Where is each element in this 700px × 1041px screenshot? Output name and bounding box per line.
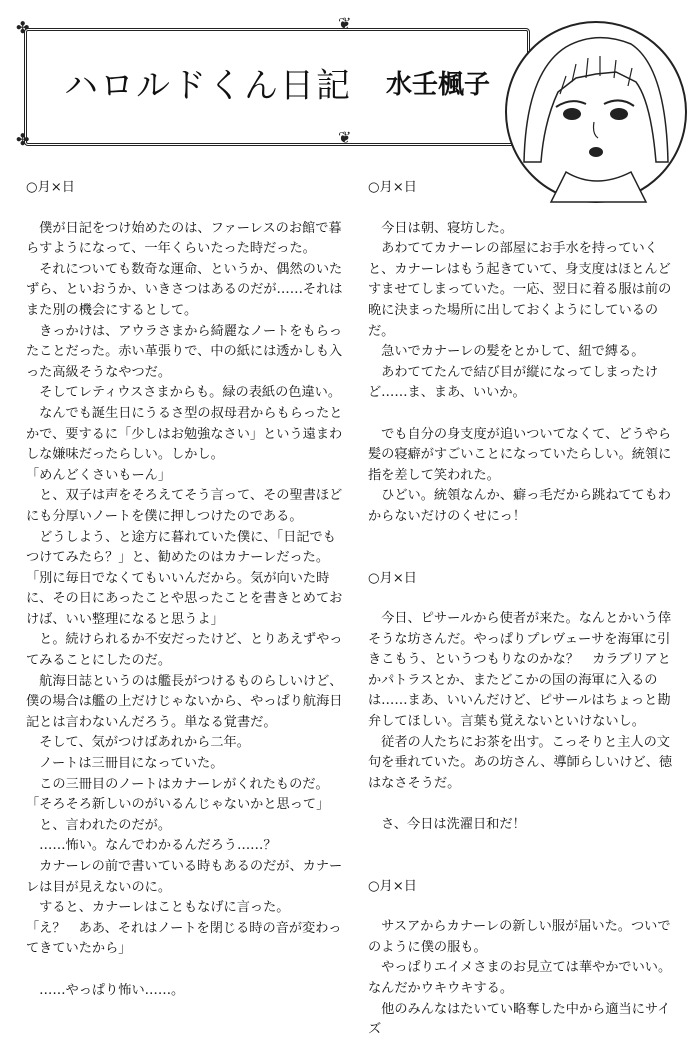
paragraph: 他のみんなはたいてい略奪した中から適当にサイズ (368, 1001, 671, 1038)
paragraph: 今日、ピサールから使者が来た。なんとかいう倖そうな坊さんだ。やっぱりプレヴェーサを海軍に引きこもう、というつもりなのかな？ カラブリアとかパトラスとか、またどこかの国の海軍に入るのは……まあ、いいんだけど、ピサールはちょっと勘弁してほしい。言葉も覚えないといけないし。 (368, 611, 672, 730)
paragraph: 急いでカナーレの髪をとかして、紐で縛る。 (368, 344, 645, 360)
paragraph: この三冊目のノートはカナーレがくれたものだ。 (26, 776, 329, 792)
paragraph: ノートは三冊目になっていた。 (26, 756, 224, 772)
paragraph: 僕が日記をつけ始めたのは、ファーレスのお館で暮らすようになって、一年くらいたった時だった。 (26, 220, 342, 257)
paragraph: 「めんどくさいもーん」 (26, 467, 172, 483)
ornament-corner-tl-icon: ✤ (16, 18, 30, 37)
paragraph: サスアからカナーレの新しい服が届いた。ついでのように僕の服も。 (368, 919, 671, 955)
paragraph: そしてレティウスさまからも。緑の表紙の色違い。 (26, 385, 342, 401)
paragraph: なんでも誕生日にうるさ型の叔母君からもらったとかで、要するに「少しはお勉強なさい」という遠まわしな嫌味だったらしい。しかし。 (26, 405, 343, 463)
paragraph: すると、カナーレはこともなげに言った。 (26, 900, 290, 916)
paragraph: 航海日誌というのは艦長がつけるものらしいけど、僕の場合は艦の上だけじゃないから、やっぱり航海日記とは言わないんだろう。単なる覚書だ。 (26, 673, 343, 730)
paragraph: あわててカナーレの部屋にお手水を持っていくと、カナーレはもう起きていて、身支度はほとんどすませてしまっていた。一応、翌日に着る服は前の晩に決まった場所に出しておくようにしているのだ。 (368, 241, 672, 339)
paragraph: と。続けられるか不安だったけど、とりあえずやってみることにしたのだ。 (26, 632, 343, 669)
paragraph: 「別に毎日でなくてもいいんだから。気が向いた時に、その日にあったことや思ったことを書きとめておけば、いい整理になると思うよ」 (26, 570, 343, 627)
ornament-bottom-icon: ❦ (338, 128, 352, 147)
paragraph: あわててたんで結び目が縦になってしまったけど……ま、まあ、いいか。 (368, 364, 659, 401)
paragraph: 従者の人たちにお茶を出す。こっそりと主人の文句を垂れていた。あの坊さん、導師らしいけど、徳はなさそうだ。 (368, 734, 673, 791)
paragraph: でも自分の身支度が追いついてなくて、どうやら髪の寝癖がすごいことになっていたらしい。統領に指を差して笑われた。 (368, 426, 672, 483)
paragraph: やっぱりエイメさまのお見立ては華やかでいい。なんだかウキウキする。 (368, 960, 672, 996)
paragraph: それについても数奇な運命、というか、偶然のいたずら、といおうか、いきさつはあるのだが……それはまた別の機会にするとして。 (26, 261, 343, 318)
paragraph: と、言われたのだが。 (26, 817, 172, 833)
paragraph: ……怖い。なんでわかるんだろう……？ (26, 838, 277, 854)
paragraph: ひどい。統領なんか、癖っ毛だから跳ねててもわからないだけのくせにっ！ (368, 488, 671, 524)
paragraph: 「そろそろ新しいのがいるんじゃないかと思って」 (26, 797, 330, 813)
author-name: 水壬楓子 (386, 70, 491, 100)
paragraph: と、双子は声をそろえてそう言って、その聖書ほどにも分厚いノートを僕に押しつけたのである。 (26, 488, 343, 524)
paragraph: さ、今日は洗濯日和だ！ (368, 817, 526, 833)
paragraph: きっかけは、アウラさまから綺麗なノートをもらったことだった。赤い革張りで、中の紙には透かしも入った高級そうなやつだ。 (26, 323, 343, 380)
entry-heading: ○月×日 (26, 180, 75, 195)
entry-heading: ○月×日 (368, 570, 417, 586)
left-column (26, 178, 348, 1001)
closing-line: ……やっぱり怖い……。 (26, 982, 185, 998)
paragraph: 今日は朝、寝坊した。 (368, 220, 514, 236)
paragraph: カナーレの前で書いている時もあるのだが、カナーレは目が見えないのに。 (26, 859, 343, 895)
ornament-top-icon: ❦ (338, 14, 352, 33)
paragraph: 「え？ ああ、それはノートを閉じる時の音が変わってきていたから」 (26, 920, 342, 957)
right-column (368, 178, 682, 1041)
ornament-corner-bl-icon: ✤ (16, 130, 30, 149)
page-title: ハロルドくん日記 (64, 66, 352, 106)
paragraph: そして、気がつけばあれから二年。 (26, 735, 250, 751)
paragraph: どうしよう、と途方に暮れていた僕に、「日記でもつけてみたら？」と、勧めたのはカナーレだった。 (26, 529, 336, 566)
entry-heading: ○月×日 (368, 878, 417, 894)
entry-heading: ○月×日 (368, 180, 417, 195)
